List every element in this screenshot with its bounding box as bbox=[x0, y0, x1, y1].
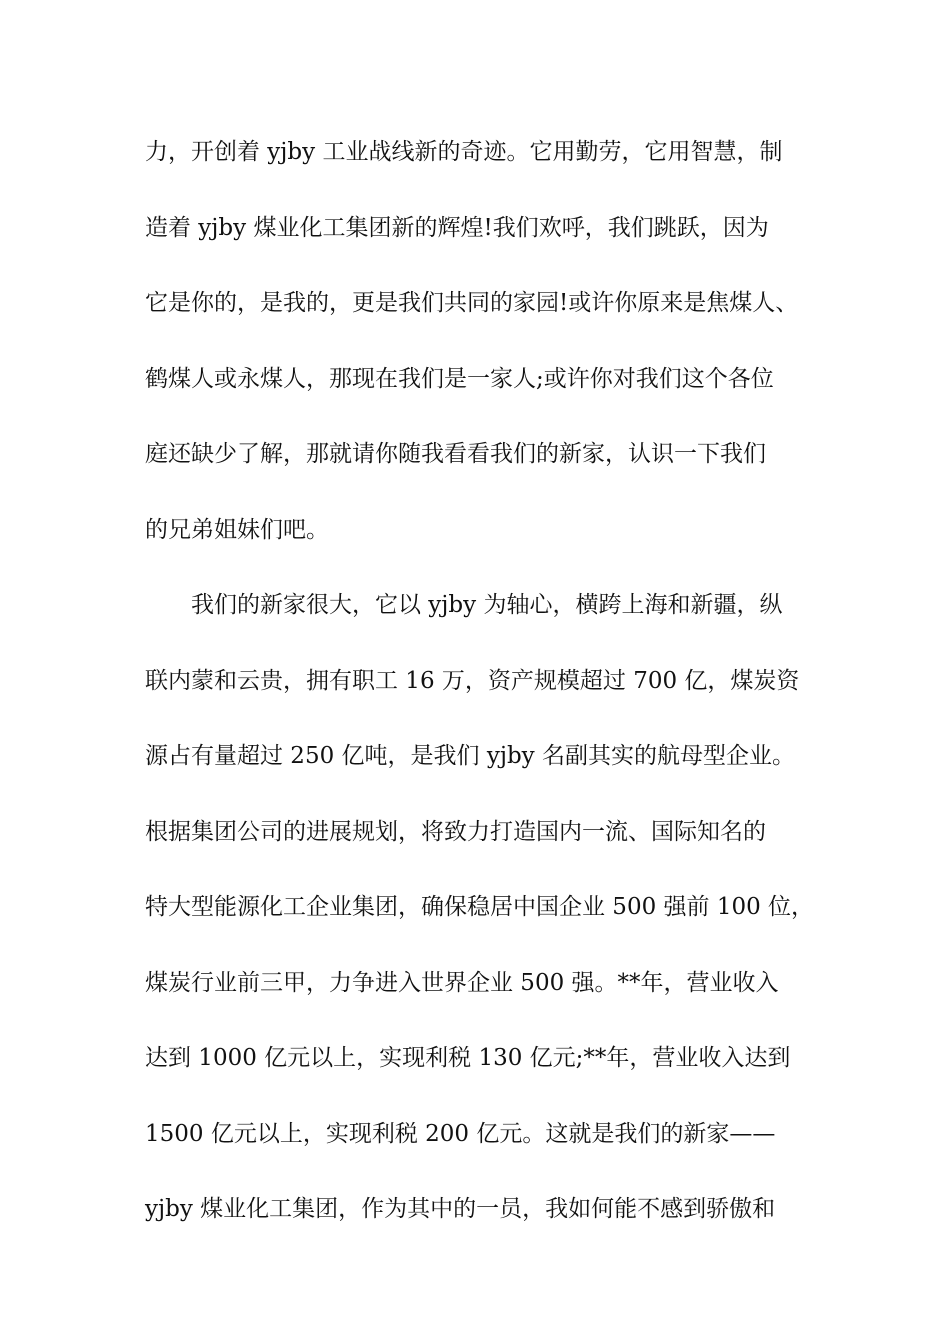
text-line: 我们的新家很大，它以 yjby 为轴心，横跨上海和新疆，纵 bbox=[191, 592, 783, 618]
text-line: 的兄弟姐妹们吧。 bbox=[145, 516, 329, 543]
text-line: 鹤煤人或永煤人，那现在我们是一家人;或许你对我们这个各位 bbox=[145, 365, 774, 392]
text-line: yjby 煤业化工集团，作为其中的一员，我如何能不感到骄傲和 bbox=[145, 1196, 776, 1222]
text-line: 庭还缺少了解，那就请你随我看看我们的新家，认识一下我们 bbox=[145, 441, 766, 467]
paragraph-1 bbox=[145, 129, 825, 582]
paragraph-2 bbox=[145, 582, 825, 1262]
text-line: 它是你的，是我的，更是我们共同的家园!或许你原来是焦煤人、 bbox=[145, 290, 799, 316]
text-line: 达到 1000 亿元以上，实现利税 130 亿元;**年，营业收入达到 bbox=[145, 1045, 791, 1071]
text-line: 源占有量超过 250 亿吨，是我们 yjby 名副其实的航母型企业。 bbox=[145, 743, 795, 769]
text-line: 联内蒙和云贵，拥有职工 16 万，资产规模超过 700 亿，煤炭资 bbox=[145, 667, 800, 694]
text-line: 根据集团公司的进展规划，将致力打造国内一流、国际知名的 bbox=[145, 818, 766, 845]
text-line: 1500 亿元以上，实现利税 200 亿元。这就是我们的新家—— bbox=[145, 1120, 776, 1147]
text-line: 特大型能源化工企业集团，确保稳居中国企业 500 强前 100 位， bbox=[145, 894, 815, 920]
document-body bbox=[145, 129, 825, 1262]
text-line: 煤炭行业前三甲，力争进入世界企业 500 强。**年，营业收入 bbox=[145, 969, 779, 996]
text-line: 造着 yjby 煤业化工集团新的辉煌!我们欢呼，我们跳跃，因为 bbox=[145, 214, 769, 241]
text-line: 力，开创着 yjby 工业战线新的奇迹。它用勤劳，它用智慧，制 bbox=[145, 139, 783, 165]
